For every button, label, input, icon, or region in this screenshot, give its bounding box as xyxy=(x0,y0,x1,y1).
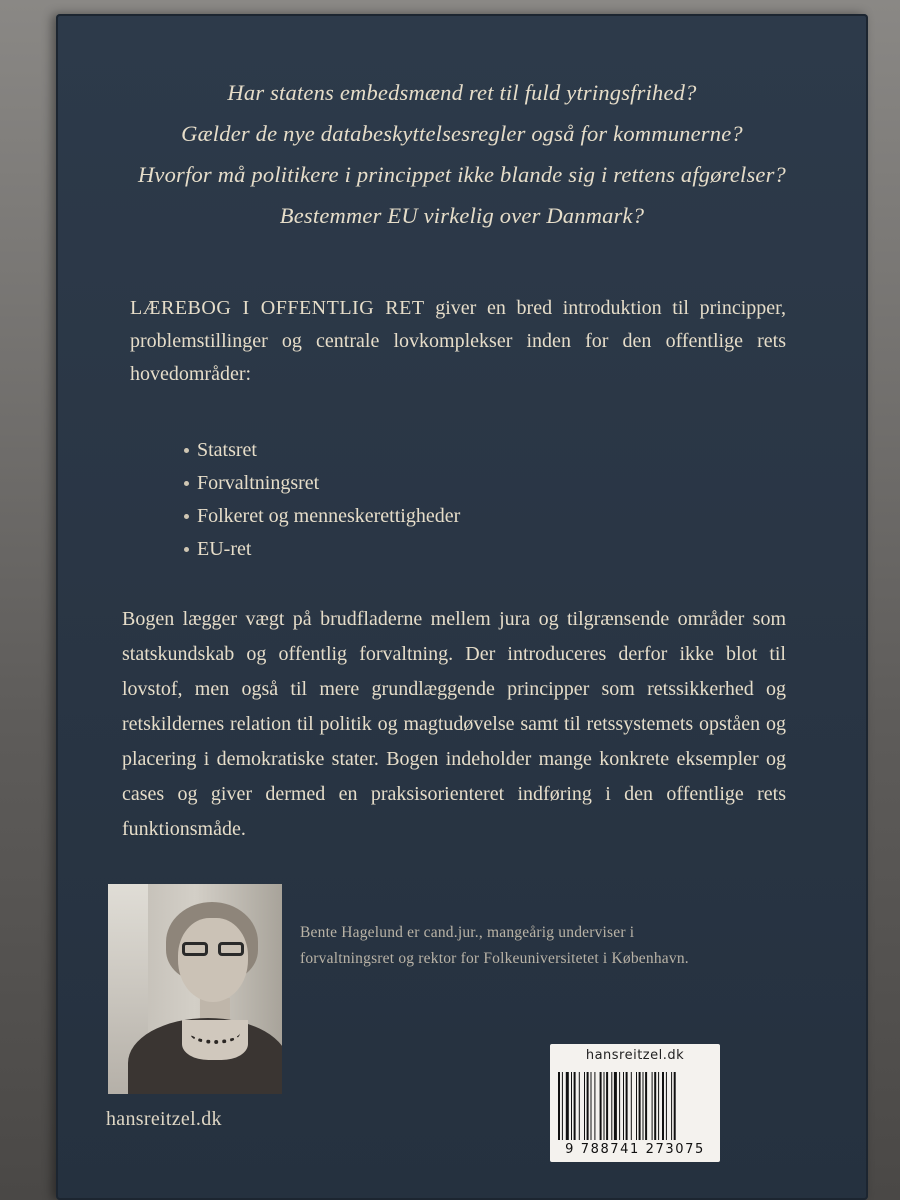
list-item: Forvaltningsret xyxy=(184,467,460,500)
description-text: Bogen lægger vægt på brudfladerne mellem jura og tilgrænsende områder som statskundskab og offentlig forvaltning. Der introduceres derfor ikke blot til lovstof, men også til mere grundlæggende principper som retssikkerhed og retskildernes relation til politik og magtudøvelse samt til retssystemets opståen og placering i demokratiske stater. Bogen indeholder mange konkrete eksempler og cases og giver dermed en praksisorienteret indføring i den offentlige rets funktionsmåde. xyxy=(122,608,786,840)
bullet-icon xyxy=(184,547,189,552)
bullet-icon xyxy=(184,514,189,519)
question-line: Hvorfor må politikere i princippet ikke blande sig i rettens afgørelser? xyxy=(137,162,787,187)
question-line: Bestemmer EU virkelig over Danmark? xyxy=(279,203,645,228)
intro-paragraph xyxy=(130,292,786,391)
bullet-icon xyxy=(184,448,189,453)
barcode-url: hansreitzel.dk xyxy=(585,1048,685,1063)
list-item: EU-ret xyxy=(184,533,460,566)
question-line: Har statens embedsmænd ret til fuld ytringsfrihed? xyxy=(227,80,697,105)
isbn-number: 9 788741 273075 xyxy=(565,1142,705,1157)
author-photo xyxy=(108,884,282,1094)
description-paragraph xyxy=(122,602,786,847)
topic-list xyxy=(184,434,460,566)
barcode-icon xyxy=(556,1072,714,1140)
bullet-icon xyxy=(184,481,189,486)
barcode-label xyxy=(550,1044,720,1162)
publisher-url: hansreitzel.dk xyxy=(106,1108,222,1130)
author-bio: Bente Hagelund er cand.jur., mangeårig underviser i forvaltningsret og rektor for Folkeuniversitetet i København. xyxy=(300,924,689,967)
book-back-cover xyxy=(56,14,868,1200)
question-block xyxy=(56,72,868,236)
book-title: LÆREBOG I OFFENTLIG RET xyxy=(130,297,425,319)
list-item: Statsret xyxy=(184,434,460,467)
intro-text: giver en bred introduktion til principper, problemstillinger og centrale lovkomplekser inden for den offentlige rets hovedområder: xyxy=(130,297,787,385)
question-line: Gælder de nye databeskyttelsesregler også for kommunerne? xyxy=(181,121,743,146)
glasses-icon xyxy=(182,942,244,958)
list-item: Folkeret og menneskerettigheder xyxy=(184,500,460,533)
